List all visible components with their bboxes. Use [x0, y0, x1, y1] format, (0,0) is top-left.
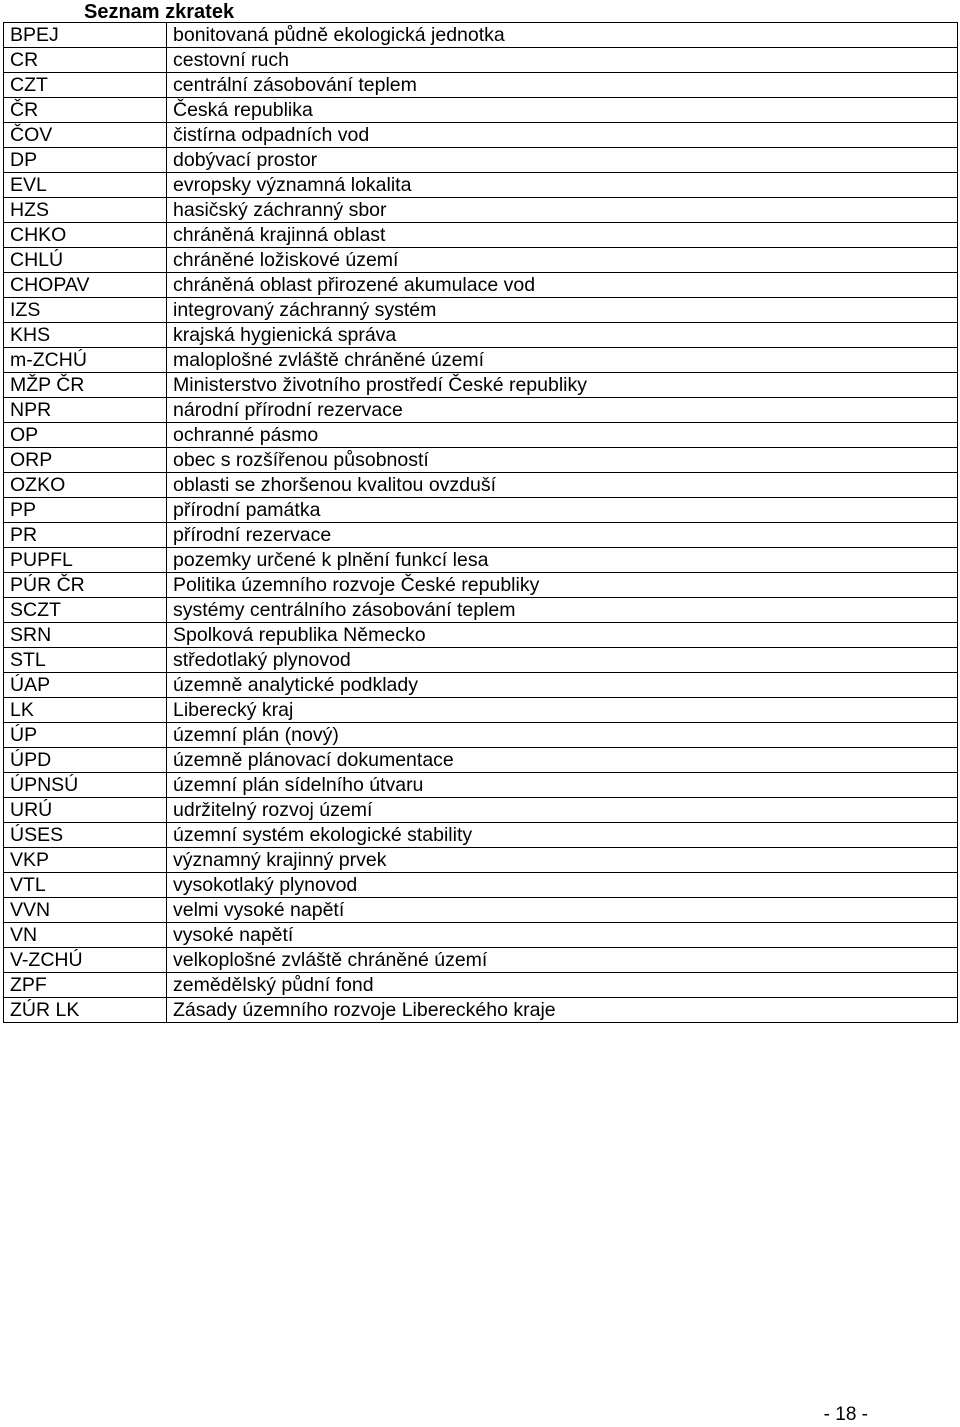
abbreviation-cell: ÚAP — [4, 673, 167, 698]
meaning-cell: vysokotlaký plynovod — [167, 873, 958, 898]
abbreviation-cell: VKP — [4, 848, 167, 873]
table-row — [4, 773, 958, 798]
abbreviation-cell: VTL — [4, 873, 167, 898]
meaning-cell: Zásady územního rozvoje Libereckého kraje — [167, 998, 958, 1023]
table-row — [4, 723, 958, 748]
page-title: Seznam zkratek — [84, 1, 235, 23]
table-row — [4, 948, 958, 973]
abbreviation-cell: ZÚR LK — [4, 998, 167, 1023]
abbreviation-cell: PÚR ČR — [4, 573, 167, 598]
table-row — [4, 748, 958, 773]
abbreviation-cell: NPR — [4, 398, 167, 423]
table-row — [4, 823, 958, 848]
table-row — [4, 648, 958, 673]
abbreviation-cell: BPEJ — [4, 23, 167, 48]
abbreviations-table — [3, 22, 958, 1023]
table-row — [4, 323, 958, 348]
abbreviation-cell: CHKO — [4, 223, 167, 248]
meaning-cell: hasičský záchranný sbor — [167, 198, 958, 223]
table-row — [4, 198, 958, 223]
abbreviation-cell: CHLÚ — [4, 248, 167, 273]
table-row — [4, 873, 958, 898]
meaning-cell: významný krajinný prvek — [167, 848, 958, 873]
meaning-cell: Česká republika — [167, 98, 958, 123]
meaning-cell: přírodní rezervace — [167, 523, 958, 548]
meaning-cell: Politika územního rozvoje České republiky — [167, 573, 958, 598]
table-row — [4, 23, 958, 48]
table-row — [4, 98, 958, 123]
meaning-cell: bonitovaná půdně ekologická jednotka — [167, 23, 958, 48]
abbreviation-cell: PP — [4, 498, 167, 523]
table-row — [4, 798, 958, 823]
meaning-cell: ochranné pásmo — [167, 423, 958, 448]
table-row — [4, 598, 958, 623]
abbreviation-cell: CZT — [4, 73, 167, 98]
meaning-cell: středotlaký plynovod — [167, 648, 958, 673]
meaning-cell: chráněná krajinná oblast — [167, 223, 958, 248]
meaning-cell: velmi vysoké napětí — [167, 898, 958, 923]
table-row — [4, 673, 958, 698]
table-row — [4, 548, 958, 573]
meaning-cell: územní plán (nový) — [167, 723, 958, 748]
table-row — [4, 148, 958, 173]
meaning-cell: vysoké napětí — [167, 923, 958, 948]
meaning-cell: čistírna odpadních vod — [167, 123, 958, 148]
abbreviation-cell: ČR — [4, 98, 167, 123]
table-row — [4, 973, 958, 998]
abbreviation-cell: m-ZCHÚ — [4, 348, 167, 373]
abbreviation-cell: PR — [4, 523, 167, 548]
table-row — [4, 73, 958, 98]
abbreviation-cell: URÚ — [4, 798, 167, 823]
abbreviation-cell: ÚPNSÚ — [4, 773, 167, 798]
meaning-cell: územní plán sídelního útvaru — [167, 773, 958, 798]
meaning-cell: obec s rozšířenou působností — [167, 448, 958, 473]
meaning-cell: Spolková republika Německo — [167, 623, 958, 648]
table-row — [4, 123, 958, 148]
meaning-cell: chráněná oblast přirozené akumulace vod — [167, 273, 958, 298]
meaning-cell: územně analytické podklady — [167, 673, 958, 698]
table-row — [4, 473, 958, 498]
abbreviation-cell: ČOV — [4, 123, 167, 148]
table-row — [4, 298, 958, 323]
abbreviation-cell: OZKO — [4, 473, 167, 498]
table-row — [4, 348, 958, 373]
table-row — [4, 848, 958, 873]
abbreviation-cell: STL — [4, 648, 167, 673]
abbreviation-cell: CHOPAV — [4, 273, 167, 298]
table-row — [4, 273, 958, 298]
abbreviation-cell: IZS — [4, 298, 167, 323]
table-row — [4, 573, 958, 598]
abbreviation-cell: MŽP ČR — [4, 373, 167, 398]
table-row — [4, 48, 958, 73]
meaning-cell: udržitelný rozvoj území — [167, 798, 958, 823]
abbreviation-cell: ÚSES — [4, 823, 167, 848]
meaning-cell: centrální zásobování teplem — [167, 73, 958, 98]
abbreviation-cell: ORP — [4, 448, 167, 473]
abbreviation-cell: SRN — [4, 623, 167, 648]
abbreviation-cell: EVL — [4, 173, 167, 198]
meaning-cell: Ministerstvo životního prostředí České republiky — [167, 373, 958, 398]
abbreviation-cell: PUPFL — [4, 548, 167, 573]
abbreviation-cell: DP — [4, 148, 167, 173]
abbreviation-cell: CR — [4, 48, 167, 73]
table-row — [4, 523, 958, 548]
abbreviation-cell: LK — [4, 698, 167, 723]
table-row — [4, 898, 958, 923]
abbreviation-cell: VN — [4, 923, 167, 948]
meaning-cell: Liberecký kraj — [167, 698, 958, 723]
abbreviation-cell: OP — [4, 423, 167, 448]
table-row — [4, 698, 958, 723]
meaning-cell: krajská hygienická správa — [167, 323, 958, 348]
meaning-cell: přírodní památka — [167, 498, 958, 523]
abbreviation-cell: ZPF — [4, 973, 167, 998]
table-row — [4, 998, 958, 1023]
meaning-cell: územně plánovací dokumentace — [167, 748, 958, 773]
abbreviation-cell: HZS — [4, 198, 167, 223]
meaning-cell: dobývací prostor — [167, 148, 958, 173]
abbreviation-cell: VVN — [4, 898, 167, 923]
abbreviation-cell: V-ZCHÚ — [4, 948, 167, 973]
meaning-cell: evropsky významná lokalita — [167, 173, 958, 198]
page-number: - 18 - — [823, 1404, 868, 1425]
abbreviation-cell: SCZT — [4, 598, 167, 623]
table-row — [4, 448, 958, 473]
meaning-cell: velkoplošné zvláště chráněné území — [167, 948, 958, 973]
meaning-cell: systémy centrálního zásobování teplem — [167, 598, 958, 623]
meaning-cell: zemědělský půdní fond — [167, 973, 958, 998]
table-row — [4, 498, 958, 523]
table-row — [4, 223, 958, 248]
meaning-cell: cestovní ruch — [167, 48, 958, 73]
meaning-cell: územní systém ekologické stability — [167, 823, 958, 848]
table-row — [4, 923, 958, 948]
meaning-cell: integrovaný záchranný systém — [167, 298, 958, 323]
table-row — [4, 623, 958, 648]
meaning-cell: pozemky určené k plnění funkcí lesa — [167, 548, 958, 573]
table-row — [4, 423, 958, 448]
table-row — [4, 173, 958, 198]
abbreviation-cell: ÚPD — [4, 748, 167, 773]
table-row — [4, 373, 958, 398]
meaning-cell: maloplošné zvláště chráněné území — [167, 348, 958, 373]
abbreviation-cell: ÚP — [4, 723, 167, 748]
meaning-cell: oblasti se zhoršenou kvalitou ovzduší — [167, 473, 958, 498]
table-row — [4, 248, 958, 273]
abbreviation-cell: KHS — [4, 323, 167, 348]
meaning-cell: chráněné ložiskové území — [167, 248, 958, 273]
meaning-cell: národní přírodní rezervace — [167, 398, 958, 423]
abbreviations-table-body — [4, 23, 958, 1023]
table-row — [4, 398, 958, 423]
